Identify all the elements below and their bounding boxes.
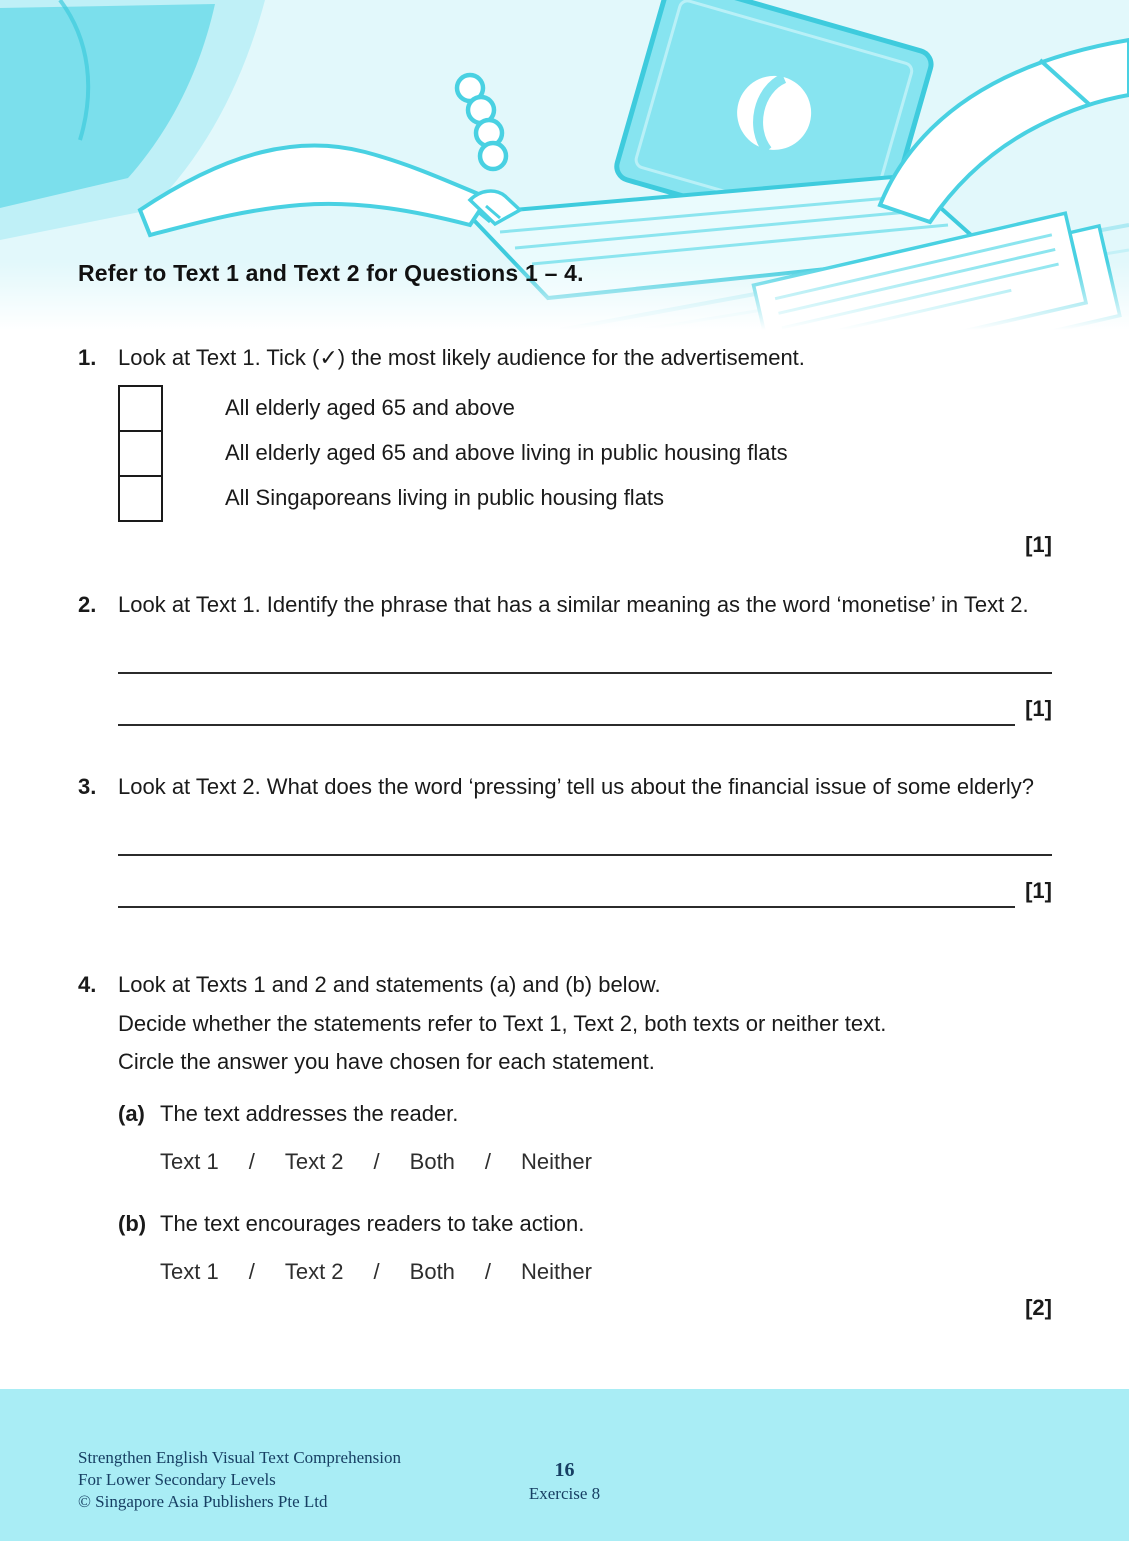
question-2 [78, 590, 1052, 726]
choice-text1[interactable]: Text 1 [160, 1149, 219, 1175]
option-label: All Singaporeans living in public housing flats [225, 485, 665, 511]
marks-q1: [1] [1025, 531, 1052, 557]
option-row [118, 385, 1052, 432]
question-4 [78, 970, 1052, 1323]
question-text: Look at Text 2. What does the word ‘pressing’ tell us about the financial issue of some elderly? [118, 773, 1034, 799]
slash-separator: / [373, 1149, 380, 1175]
header-banner [0, 0, 1129, 330]
choice-both[interactable]: Both [409, 1149, 455, 1175]
question-text: Look at Text 1. Identify the phrase that has a similar meaning as the word ‘monetise’ in Text 2. [118, 591, 1029, 617]
option-row [118, 430, 1052, 477]
part-label: (b) [118, 1211, 147, 1237]
part-label: (a) [118, 1101, 145, 1127]
statement-text: The text addresses the reader. [160, 1101, 459, 1127]
answer-line[interactable] [118, 856, 1015, 908]
question-1 [78, 343, 1052, 560]
tick-options [118, 385, 1052, 522]
answer-area [118, 620, 1052, 726]
question-number: 1. [78, 345, 97, 370]
answer-line[interactable] [118, 674, 1015, 726]
option-label: All elderly aged 65 and above living in public housing flats [225, 440, 788, 466]
publisher-info [78, 1447, 401, 1513]
answer-line[interactable] [118, 802, 1052, 856]
question-number: 2. [78, 591, 97, 617]
slash-separator: / [248, 1149, 255, 1175]
slash-separator: / [373, 1259, 380, 1285]
part-b [118, 1209, 1052, 1287]
marks-q4: [2] [1025, 1294, 1052, 1320]
page-heading: Refer to Text 1 and Text 2 for Questions 1 – 4. [78, 260, 584, 286]
checkbox-option-3[interactable] [118, 475, 163, 522]
page-footer [0, 1389, 1129, 1541]
checkbox-option-2[interactable] [118, 430, 163, 477]
choice-text2[interactable]: Text 2 [284, 1149, 344, 1175]
question-intro-2: Decide whether the statements refer to Text 1, Text 2, both texts or neither text. [118, 1010, 887, 1036]
slash-separator: / [248, 1259, 255, 1285]
checkbox-option-1[interactable] [118, 385, 163, 432]
questions-area [0, 330, 1129, 1323]
choices-row-b [160, 1257, 1052, 1287]
question-number: 3. [78, 773, 97, 799]
option-row [118, 475, 1052, 522]
page-number-block [529, 1457, 600, 1505]
copyright: © Singapore Asia Publishers Pte Ltd [78, 1492, 328, 1511]
choice-text1[interactable]: Text 1 [160, 1259, 219, 1285]
statement-text: The text encourages readers to take action. [160, 1211, 585, 1237]
answer-area [118, 802, 1052, 908]
option-label: All elderly aged 65 and above [225, 395, 515, 421]
series-title: Strengthen English Visual Text Comprehension [78, 1448, 401, 1467]
page-number: 16 [554, 1459, 575, 1481]
answer-line[interactable] [118, 620, 1052, 674]
marks-q3: [1] [1025, 877, 1052, 903]
marks-q2: [1] [1025, 695, 1052, 721]
series-subtitle: For Lower Secondary Levels [78, 1470, 276, 1489]
part-a [118, 1099, 1052, 1177]
choice-both[interactable]: Both [409, 1259, 455, 1285]
choice-text2[interactable]: Text 2 [284, 1259, 344, 1285]
choice-neither[interactable]: Neither [521, 1149, 592, 1175]
slash-separator: / [484, 1259, 492, 1285]
question-number: 4. [78, 971, 97, 997]
question-intro-3: Circle the answer you have chosen for each statement. [118, 1049, 655, 1075]
question-intro-1: Look at Texts 1 and 2 and statements (a) and (b) below. [118, 971, 661, 997]
question-text: Look at Text 1. Tick (✓) the most likely audience for the advertisement. [118, 345, 805, 370]
choices-row-a [160, 1147, 1052, 1177]
slash-separator: / [484, 1149, 492, 1175]
question-3 [78, 772, 1052, 908]
choice-neither[interactable]: Neither [521, 1259, 592, 1285]
exercise-label: Exercise 8 [528, 1484, 601, 1503]
